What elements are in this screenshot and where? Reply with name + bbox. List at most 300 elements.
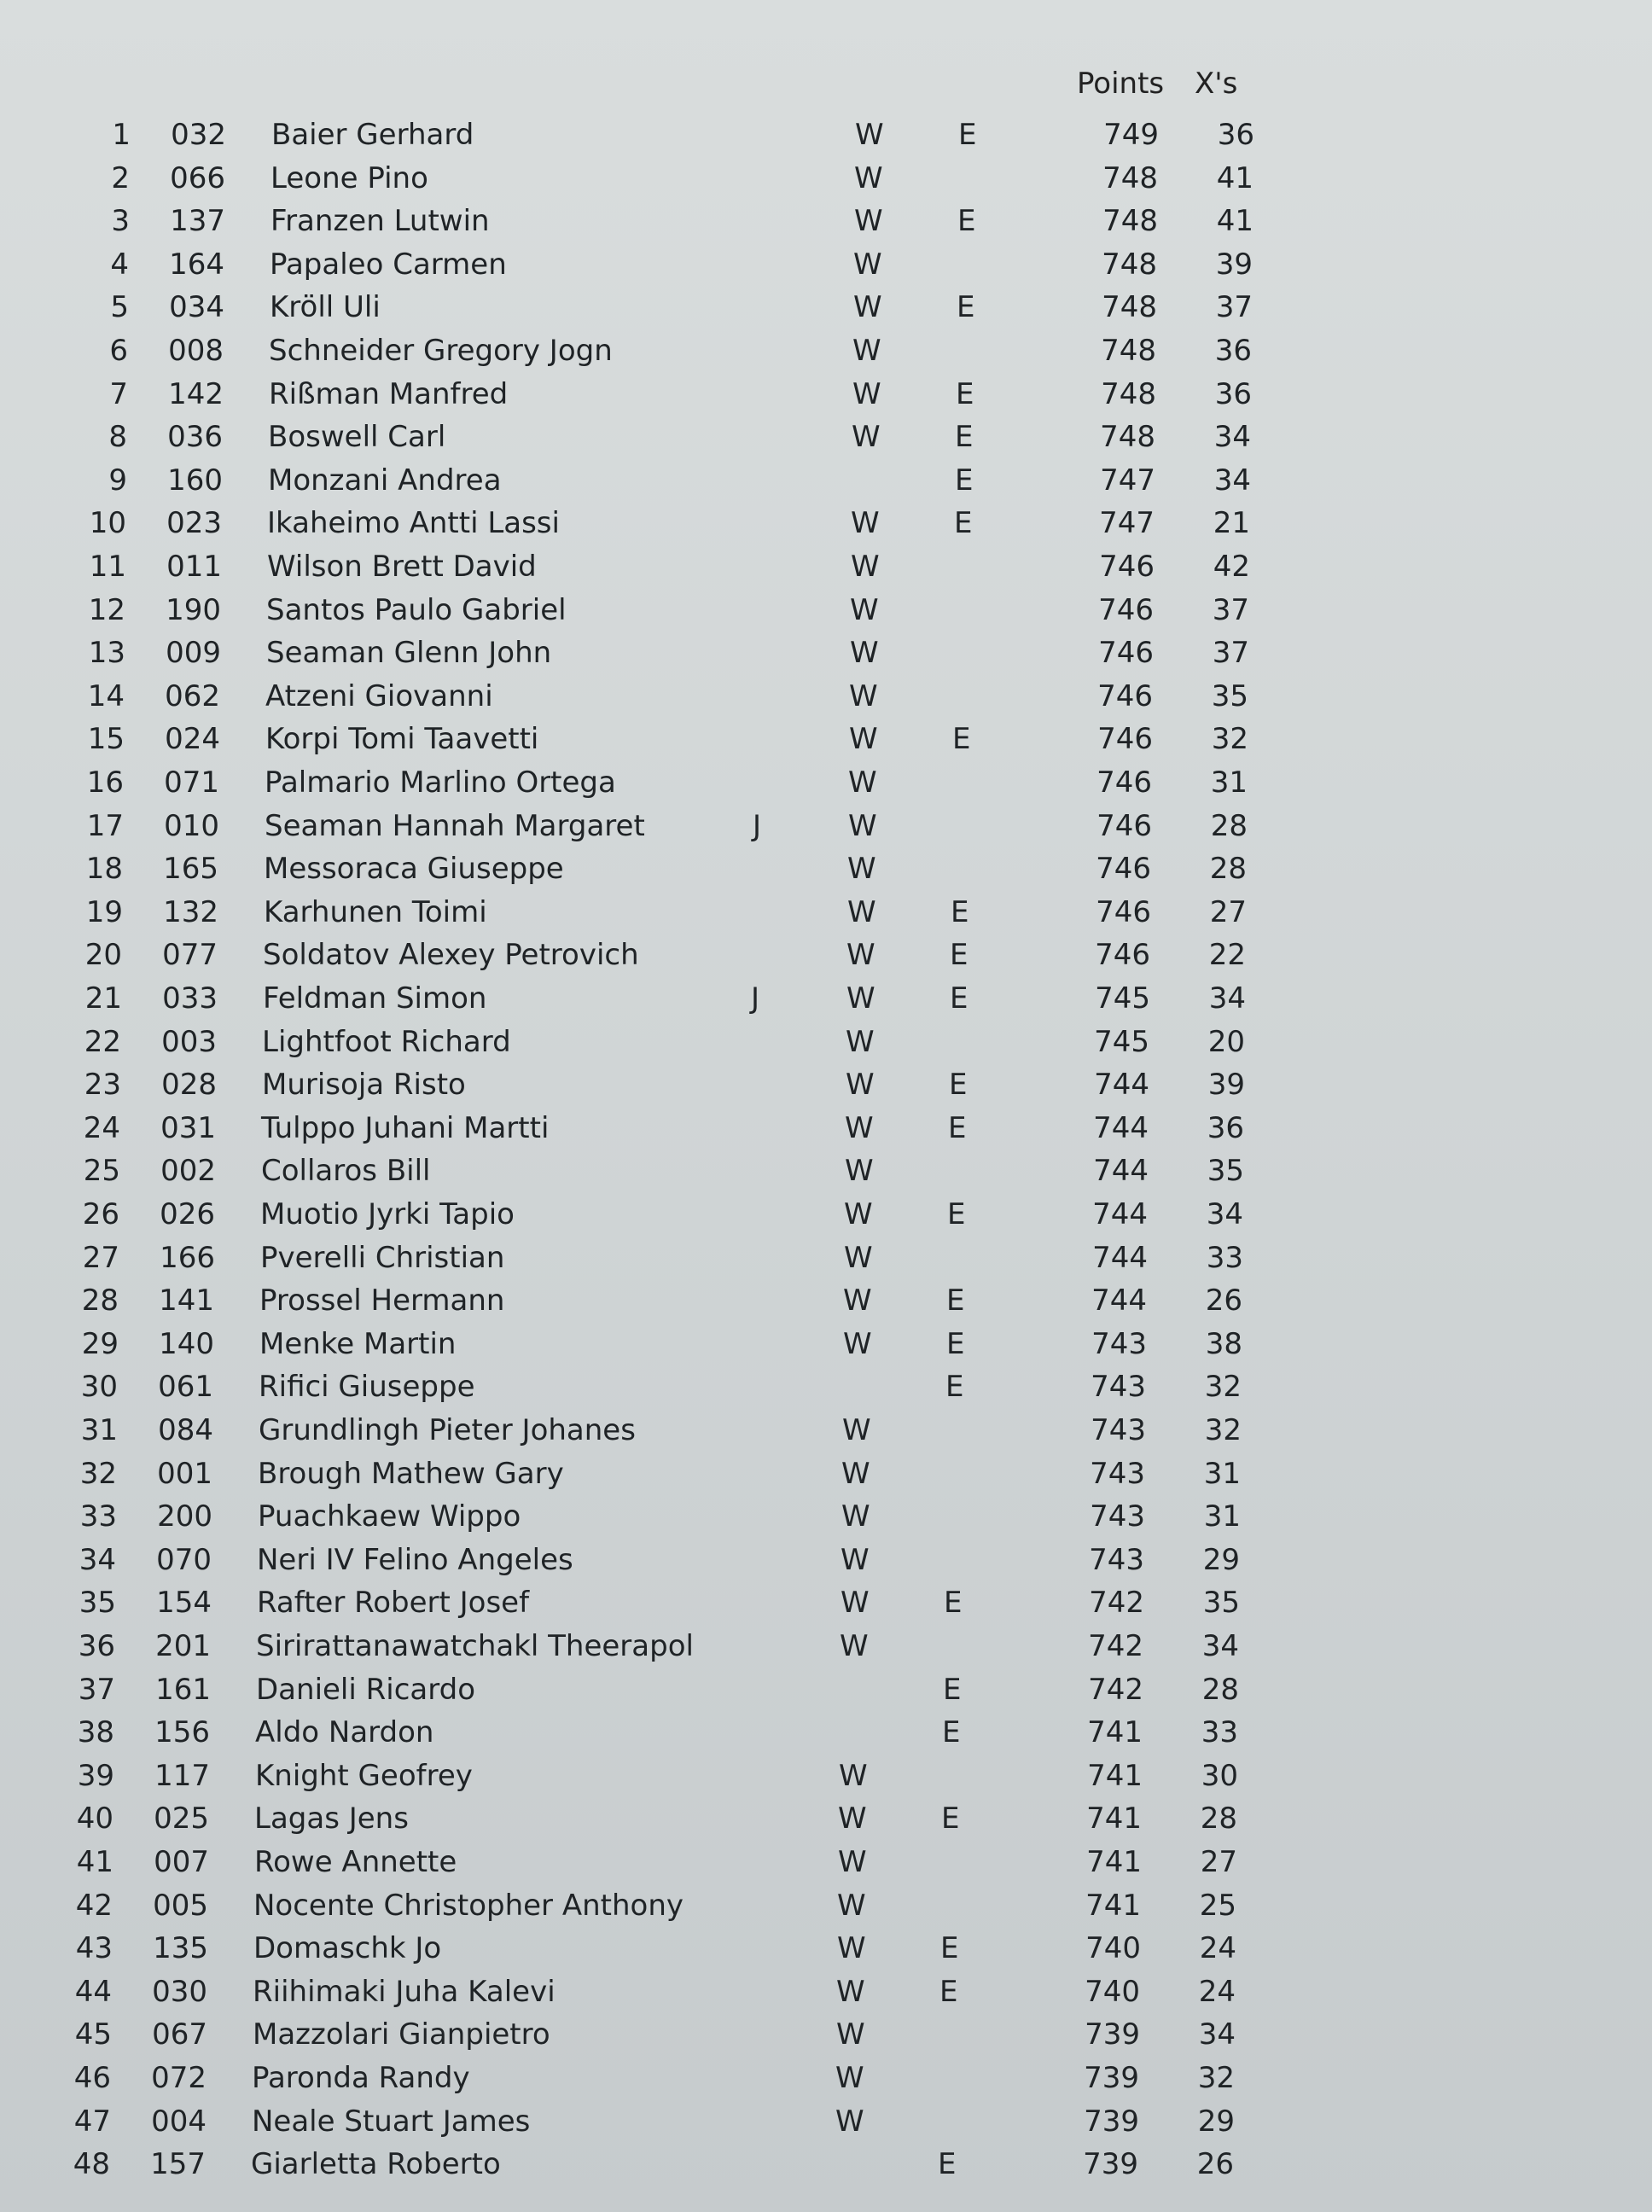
rank-cell: 43 bbox=[75, 1931, 113, 1966]
e-flag: E bbox=[944, 1586, 963, 1621]
bib-cell: 031 bbox=[160, 1110, 216, 1145]
name-cell: Soldatov Alexey Petrovich bbox=[263, 938, 639, 973]
points-cell: 742 bbox=[1088, 1672, 1143, 1707]
e-flag: E bbox=[951, 894, 969, 929]
points-cell: 743 bbox=[1090, 1456, 1145, 1491]
table-row bbox=[0, 329, 1652, 372]
bib-cell: 190 bbox=[166, 592, 221, 627]
xs-cell: 30 bbox=[1201, 1758, 1238, 1793]
rank-cell: 2 bbox=[111, 160, 130, 195]
table-row bbox=[0, 373, 1652, 416]
xs-cell: 34 bbox=[1201, 1629, 1239, 1663]
rank-cell: 14 bbox=[87, 678, 125, 713]
rank-cell: 30 bbox=[80, 1370, 118, 1405]
rank-cell: 23 bbox=[84, 1068, 121, 1103]
points-cell: 741 bbox=[1087, 1715, 1143, 1750]
w-flag: W bbox=[841, 1586, 870, 1621]
table-row bbox=[0, 1755, 1652, 1797]
name-cell: Brough Mathew Gary bbox=[258, 1456, 564, 1491]
table-row bbox=[0, 416, 1652, 458]
points-cell: 742 bbox=[1089, 1586, 1144, 1621]
bib-cell: 008 bbox=[168, 334, 224, 368]
name-cell: Baier Gerhard bbox=[271, 118, 474, 152]
xs-cell: 34 bbox=[1206, 1197, 1243, 1231]
rank-cell: 46 bbox=[73, 2061, 111, 2095]
xs-cell: 21 bbox=[1213, 506, 1250, 541]
w-flag: W bbox=[836, 2017, 865, 2052]
name-cell: Danieli Ricardo bbox=[256, 1672, 475, 1707]
points-cell: 740 bbox=[1085, 1974, 1140, 2009]
w-flag: W bbox=[853, 290, 882, 325]
points-cell: 746 bbox=[1097, 678, 1153, 713]
rank-cell: 22 bbox=[84, 1024, 121, 1059]
points-cell: 746 bbox=[1096, 894, 1151, 929]
table-row bbox=[0, 2013, 1652, 2056]
bib-cell: 072 bbox=[151, 2061, 206, 2095]
rank-cell: 16 bbox=[86, 765, 124, 800]
table-row bbox=[0, 1841, 1652, 1883]
bib-cell: 201 bbox=[155, 1629, 211, 1663]
w-flag: W bbox=[852, 420, 881, 455]
e-flag: E bbox=[955, 463, 974, 498]
name-cell: Ikaheimo Antti Lassi bbox=[267, 506, 560, 541]
name-cell: Domaschk Jo bbox=[253, 1931, 442, 1966]
name-cell: Collaros Bill bbox=[261, 1154, 431, 1189]
name-cell: Murisoja Risto bbox=[262, 1068, 466, 1103]
w-flag: W bbox=[845, 1154, 874, 1189]
e-flag: E bbox=[957, 204, 976, 239]
w-flag: W bbox=[841, 1499, 870, 1534]
name-cell: Feldman Simon bbox=[263, 981, 487, 1016]
rank-cell: 12 bbox=[88, 592, 125, 627]
points-cell: 742 bbox=[1088, 1629, 1143, 1663]
name-cell: Santos Paulo Gabriel bbox=[266, 592, 567, 627]
xs-cell: 28 bbox=[1210, 808, 1248, 843]
bib-cell: 154 bbox=[156, 1586, 212, 1621]
points-cell: 741 bbox=[1086, 1845, 1142, 1879]
e-flag: E bbox=[952, 722, 971, 757]
xs-cell: 41 bbox=[1216, 204, 1254, 239]
xs-cell: 37 bbox=[1215, 290, 1253, 325]
rank-cell: 25 bbox=[83, 1154, 120, 1189]
bib-cell: 084 bbox=[158, 1413, 213, 1447]
bib-cell: 005 bbox=[153, 1888, 208, 1923]
name-cell: Grundlingh Pieter Johanes bbox=[259, 1413, 636, 1447]
bib-cell: 002 bbox=[160, 1154, 216, 1189]
rank-cell: 26 bbox=[82, 1197, 119, 1231]
points-cell: 746 bbox=[1096, 808, 1152, 843]
points-cell: 746 bbox=[1095, 938, 1150, 973]
bib-cell: 004 bbox=[151, 2104, 206, 2139]
name-cell: Korpi Tomi Taavetti bbox=[265, 722, 539, 757]
points-cell: 744 bbox=[1091, 1284, 1147, 1318]
rank-cell: 38 bbox=[77, 1715, 114, 1750]
rank-cell: 29 bbox=[81, 1326, 119, 1361]
name-cell: Rafter Robert Josef bbox=[257, 1586, 530, 1621]
e-flag: E bbox=[941, 1802, 960, 1837]
bib-cell: 061 bbox=[158, 1370, 213, 1405]
w-flag: W bbox=[851, 550, 880, 584]
xs-cell: 25 bbox=[1199, 1888, 1236, 1923]
points-cell: 748 bbox=[1101, 334, 1156, 368]
points-cell: 744 bbox=[1092, 1197, 1148, 1231]
bib-cell: 007 bbox=[154, 1845, 209, 1879]
xs-cell: 33 bbox=[1206, 1240, 1243, 1275]
xs-cell: 28 bbox=[1201, 1672, 1239, 1707]
xs-cell: 24 bbox=[1198, 1974, 1236, 2009]
bib-cell: 077 bbox=[162, 938, 218, 973]
bib-cell: 033 bbox=[162, 981, 218, 1016]
points-cell: 743 bbox=[1091, 1370, 1146, 1405]
w-flag: W bbox=[837, 1888, 866, 1923]
bib-cell: 025 bbox=[154, 1802, 209, 1837]
rank-cell: 31 bbox=[80, 1413, 118, 1447]
bib-cell: 034 bbox=[169, 290, 224, 325]
name-cell: Palmario Marlino Ortega bbox=[265, 765, 616, 800]
xs-cell: 32 bbox=[1211, 722, 1248, 757]
points-cell: 746 bbox=[1098, 636, 1154, 671]
table-row bbox=[0, 286, 1652, 329]
xs-cell: 27 bbox=[1209, 894, 1247, 929]
rank-cell: 36 bbox=[78, 1629, 115, 1663]
xs-cell: 32 bbox=[1197, 2061, 1235, 2095]
name-cell: Monzani Andrea bbox=[268, 463, 502, 498]
w-flag: W bbox=[852, 334, 881, 368]
points-cell: 739 bbox=[1084, 2061, 1139, 2095]
w-flag: W bbox=[847, 852, 876, 887]
xs-cell: 35 bbox=[1207, 1154, 1244, 1189]
table-row bbox=[0, 1539, 1652, 1581]
w-flag: W bbox=[850, 592, 879, 627]
e-flag: E bbox=[956, 376, 974, 411]
name-cell: Aldo Nardon bbox=[255, 1715, 434, 1750]
rank-cell: 34 bbox=[79, 1542, 116, 1577]
w-flag: W bbox=[851, 506, 880, 541]
table-row bbox=[0, 1625, 1652, 1668]
table-row bbox=[0, 632, 1652, 674]
xs-cell: 31 bbox=[1203, 1456, 1241, 1491]
xs-cell: 39 bbox=[1215, 247, 1253, 282]
rank-cell: 45 bbox=[74, 2017, 112, 2052]
w-flag: W bbox=[850, 636, 879, 671]
points-cell: 748 bbox=[1102, 290, 1157, 325]
points-cell: 745 bbox=[1094, 1024, 1149, 1059]
points-cell: 746 bbox=[1099, 550, 1155, 584]
w-flag: W bbox=[846, 1068, 875, 1103]
table-row bbox=[0, 1711, 1652, 1754]
table-row bbox=[0, 114, 1652, 156]
e-flag: E bbox=[958, 118, 977, 152]
bib-cell: 024 bbox=[165, 722, 220, 757]
table-row bbox=[0, 157, 1652, 200]
bib-cell: 010 bbox=[164, 808, 219, 843]
bib-cell: 067 bbox=[152, 2017, 207, 2052]
name-cell: Knight Geofrey bbox=[255, 1758, 473, 1793]
table-row bbox=[0, 1884, 1652, 1927]
points-cell: 746 bbox=[1098, 592, 1154, 627]
w-flag: W bbox=[846, 981, 875, 1016]
name-cell: Paronda Randy bbox=[252, 2061, 470, 2095]
name-cell: Leone Pino bbox=[270, 160, 428, 195]
table-row bbox=[0, 1323, 1652, 1365]
w-flag: W bbox=[848, 765, 877, 800]
rank-cell: 28 bbox=[81, 1284, 119, 1318]
w-flag: W bbox=[852, 376, 881, 411]
name-cell: Mazzolari Gianpietro bbox=[253, 2017, 550, 2052]
xs-cell: 29 bbox=[1197, 2104, 1235, 2139]
bib-cell: 026 bbox=[160, 1197, 215, 1231]
xs-cell: 34 bbox=[1198, 2017, 1236, 2052]
bib-cell: 137 bbox=[170, 204, 225, 239]
name-cell: Menke Martin bbox=[259, 1326, 457, 1361]
name-cell: Karhunen Toimi bbox=[264, 894, 487, 929]
rank-cell: 5 bbox=[110, 290, 129, 325]
bib-cell: 156 bbox=[154, 1715, 210, 1750]
w-flag: W bbox=[837, 1931, 866, 1966]
name-cell: Nocente Christopher Anthony bbox=[253, 1888, 684, 1923]
table-row bbox=[0, 200, 1652, 242]
xs-cell: 36 bbox=[1214, 376, 1252, 411]
table-row bbox=[0, 1063, 1652, 1106]
points-cell: 744 bbox=[1094, 1068, 1149, 1103]
rank-cell: 44 bbox=[74, 1974, 112, 2009]
xs-column-header: X's bbox=[1195, 67, 1238, 101]
bib-cell: 157 bbox=[150, 2147, 206, 2182]
points-cell: 741 bbox=[1086, 1802, 1142, 1837]
bib-cell: 160 bbox=[167, 463, 223, 498]
bib-cell: 071 bbox=[164, 765, 219, 800]
bib-cell: 132 bbox=[163, 894, 218, 929]
rank-cell: 33 bbox=[79, 1499, 117, 1534]
table-row bbox=[0, 1797, 1652, 1840]
xs-cell: 32 bbox=[1204, 1413, 1242, 1447]
bib-cell: 200 bbox=[157, 1499, 212, 1534]
name-cell: Lightfoot Richard bbox=[262, 1024, 511, 1059]
w-flag: W bbox=[849, 678, 878, 713]
table-row bbox=[0, 1581, 1652, 1624]
bib-cell: 140 bbox=[159, 1326, 214, 1361]
points-cell: 748 bbox=[1100, 420, 1155, 455]
bib-cell: 030 bbox=[152, 1974, 207, 2009]
table-row bbox=[0, 1970, 1652, 2013]
e-flag: E bbox=[946, 1326, 965, 1361]
xs-cell: 24 bbox=[1199, 1931, 1236, 1966]
name-cell: Puachkaew Wippo bbox=[258, 1499, 521, 1534]
points-cell: 743 bbox=[1091, 1413, 1146, 1447]
w-flag: W bbox=[839, 1758, 868, 1793]
w-flag: W bbox=[854, 204, 883, 239]
w-flag: W bbox=[849, 722, 878, 757]
xs-cell: 22 bbox=[1208, 938, 1246, 973]
points-cell: 746 bbox=[1096, 852, 1151, 887]
points-cell: 747 bbox=[1100, 463, 1155, 498]
points-cell: 748 bbox=[1102, 247, 1157, 282]
rank-cell: 3 bbox=[111, 204, 130, 239]
rank-cell: 15 bbox=[87, 722, 125, 757]
xs-cell: 28 bbox=[1209, 852, 1247, 887]
points-cell: 743 bbox=[1091, 1326, 1147, 1361]
bib-cell: 032 bbox=[171, 118, 226, 152]
xs-cell: 37 bbox=[1212, 592, 1249, 627]
e-flag: E bbox=[957, 290, 975, 325]
table-row bbox=[0, 891, 1652, 934]
table-row bbox=[0, 718, 1652, 760]
name-cell: Atzeni Giovanni bbox=[265, 678, 493, 713]
name-cell: Rowe Annette bbox=[254, 1845, 457, 1879]
e-flag: E bbox=[942, 1715, 961, 1750]
rank-cell: 9 bbox=[108, 463, 127, 498]
table-row bbox=[0, 1279, 1652, 1322]
xs-cell: 28 bbox=[1200, 1802, 1237, 1837]
rank-cell: 41 bbox=[76, 1845, 113, 1879]
points-cell: 744 bbox=[1093, 1110, 1149, 1145]
name-cell: Lagas Jens bbox=[254, 1802, 409, 1837]
points-cell: 746 bbox=[1096, 765, 1152, 800]
name-cell: Neale Stuart James bbox=[252, 2104, 531, 2139]
name-cell: Neri IV Felino Angeles bbox=[257, 1542, 573, 1577]
xs-cell: 36 bbox=[1207, 1110, 1244, 1145]
bib-cell: 165 bbox=[163, 852, 218, 887]
table-row bbox=[0, 1150, 1652, 1192]
rank-cell: 40 bbox=[76, 1802, 113, 1837]
rank-cell: 24 bbox=[83, 1110, 120, 1145]
points-cell: 744 bbox=[1093, 1154, 1149, 1189]
bib-cell: 166 bbox=[160, 1240, 215, 1275]
w-flag: W bbox=[838, 1845, 867, 1879]
table-row bbox=[0, 459, 1652, 502]
rank-cell: 42 bbox=[75, 1888, 113, 1923]
xs-cell: 42 bbox=[1213, 550, 1250, 584]
table-row bbox=[0, 934, 1652, 976]
table-row bbox=[0, 502, 1652, 544]
table-row bbox=[0, 1107, 1652, 1150]
name-cell: Pverelli Christian bbox=[260, 1240, 505, 1275]
table-row bbox=[0, 761, 1652, 804]
points-cell: 740 bbox=[1085, 1931, 1141, 1966]
name-cell: Tulppo Juhani Martti bbox=[261, 1110, 550, 1145]
rank-cell: 19 bbox=[85, 894, 123, 929]
table-row bbox=[0, 1452, 1652, 1495]
xs-cell: 32 bbox=[1204, 1370, 1242, 1405]
points-cell: 747 bbox=[1099, 506, 1155, 541]
points-cell: 749 bbox=[1103, 118, 1159, 152]
xs-cell: 34 bbox=[1213, 420, 1251, 455]
w-flag: W bbox=[845, 1110, 874, 1145]
xs-cell: 35 bbox=[1211, 678, 1248, 713]
xs-cell: 29 bbox=[1202, 1542, 1240, 1577]
rank-cell: 7 bbox=[109, 376, 128, 411]
w-flag: W bbox=[841, 1542, 870, 1577]
w-flag: W bbox=[844, 1240, 873, 1275]
rank-cell: 32 bbox=[79, 1456, 117, 1491]
e-flag: E bbox=[950, 981, 969, 1016]
points-cell: 739 bbox=[1084, 2104, 1139, 2139]
bib-cell: 001 bbox=[157, 1456, 212, 1491]
table-row bbox=[0, 2057, 1652, 2099]
bib-cell: 023 bbox=[166, 506, 222, 541]
w-flag: W bbox=[855, 118, 884, 152]
name-cell: Rifici Giuseppe bbox=[259, 1370, 475, 1405]
points-cell: 748 bbox=[1101, 376, 1156, 411]
rank-cell: 47 bbox=[73, 2104, 111, 2139]
xs-cell: 36 bbox=[1214, 334, 1252, 368]
points-cell: 748 bbox=[1102, 160, 1158, 195]
e-flag: E bbox=[948, 1110, 967, 1145]
xs-cell: 38 bbox=[1205, 1326, 1242, 1361]
name-cell: Rißman Manfred bbox=[269, 376, 509, 411]
table-row bbox=[0, 1668, 1652, 1711]
w-flag: W bbox=[844, 1197, 873, 1231]
bib-cell: 003 bbox=[161, 1024, 217, 1059]
bib-cell: 135 bbox=[153, 1931, 208, 1966]
e-flag: E bbox=[939, 1974, 958, 2009]
name-cell: Franzen Lutwin bbox=[270, 204, 490, 239]
rank-cell: 1 bbox=[112, 118, 131, 152]
name-cell: Kröll Uli bbox=[270, 290, 381, 325]
bib-cell: 036 bbox=[167, 420, 223, 455]
e-flag: E bbox=[940, 1931, 959, 1966]
table-row bbox=[0, 1409, 1652, 1452]
table-row bbox=[0, 1365, 1652, 1408]
w-flag: W bbox=[835, 2061, 864, 2095]
junior-flag: J bbox=[751, 981, 760, 1016]
rank-cell: 21 bbox=[84, 981, 122, 1016]
name-cell: Giarletta Roberto bbox=[251, 2147, 501, 2182]
w-flag: W bbox=[838, 1802, 867, 1837]
rank-cell: 18 bbox=[85, 852, 123, 887]
w-flag: W bbox=[854, 160, 883, 195]
bib-cell: 142 bbox=[168, 376, 224, 411]
rank-cell: 8 bbox=[108, 420, 127, 455]
xs-cell: 27 bbox=[1200, 1845, 1237, 1879]
name-cell: Schneider Gregory Jogn bbox=[269, 334, 613, 368]
bib-cell: 117 bbox=[154, 1758, 210, 1793]
points-cell: 743 bbox=[1089, 1542, 1144, 1577]
rank-cell: 4 bbox=[110, 247, 129, 282]
bib-cell: 141 bbox=[159, 1284, 214, 1318]
e-flag: E bbox=[946, 1284, 965, 1318]
xs-cell: 39 bbox=[1207, 1068, 1245, 1103]
name-cell: Sirirattanawatchakl Theerapol bbox=[256, 1629, 694, 1663]
bib-cell: 062 bbox=[165, 678, 220, 713]
table-row bbox=[0, 2143, 1652, 2186]
rank-cell: 39 bbox=[77, 1758, 114, 1793]
points-cell: 741 bbox=[1087, 1758, 1143, 1793]
points-cell: 743 bbox=[1090, 1499, 1145, 1534]
e-flag: E bbox=[954, 506, 973, 541]
table-row bbox=[0, 545, 1652, 588]
xs-cell: 31 bbox=[1210, 765, 1248, 800]
w-flag: W bbox=[846, 1024, 875, 1059]
rank-cell: 13 bbox=[88, 636, 125, 671]
points-cell: 744 bbox=[1092, 1240, 1148, 1275]
bib-cell: 011 bbox=[166, 550, 222, 584]
table-row bbox=[0, 1495, 1652, 1538]
xs-cell: 35 bbox=[1202, 1586, 1240, 1621]
name-cell: Muotio Jyrki Tapio bbox=[260, 1197, 515, 1231]
name-cell: Seaman Hannah Margaret bbox=[265, 808, 645, 843]
xs-cell: 26 bbox=[1205, 1284, 1242, 1318]
table-row bbox=[0, 1193, 1652, 1236]
xs-cell: 37 bbox=[1212, 636, 1249, 671]
xs-cell: 34 bbox=[1208, 981, 1246, 1016]
xs-cell: 20 bbox=[1207, 1024, 1245, 1059]
points-cell: 745 bbox=[1095, 981, 1150, 1016]
points-cell: 746 bbox=[1097, 722, 1153, 757]
table-row bbox=[0, 589, 1652, 632]
rank-cell: 11 bbox=[89, 550, 126, 584]
bib-cell: 009 bbox=[166, 636, 221, 671]
